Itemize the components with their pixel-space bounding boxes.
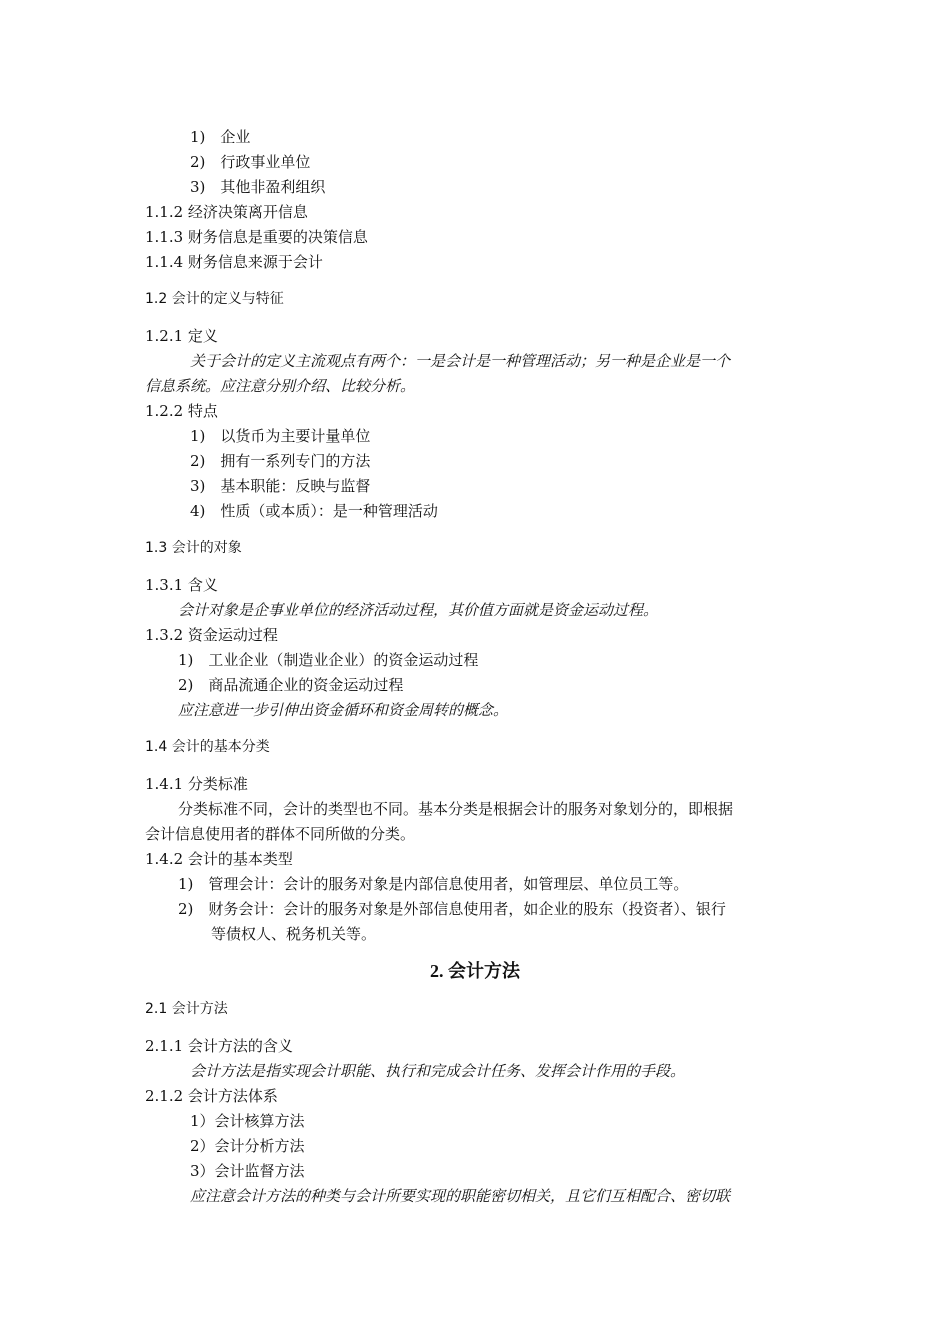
subsection-heading: 1.2.2 特点 (145, 402, 218, 420)
subsection-heading: 1.3.1 含义 (145, 576, 218, 594)
section-heading: 1.4 会计的基本分类 (145, 739, 270, 755)
paragraph-line: 会计对象是企事业单位的经济活动过程，其价值方面就是资金运动过程。 (178, 601, 659, 619)
subsection-heading: 1.1.3 财务信息是重要的决策信息 (145, 228, 368, 246)
note-line: 应注意进一步引伸出资金循环和资金周转的概念。 (178, 701, 509, 719)
section-heading: 1.2 会计的定义与特征 (145, 291, 284, 307)
note-line: 应注意会计方法的种类与会计所要实现的职能密切相关，且它们互相配合、密切联 (190, 1187, 731, 1205)
list-item-continuation: 等债权人、税务机关等。 (211, 925, 377, 943)
list-item: 2）会计分析方法 (190, 1137, 305, 1155)
list-item: 1) 管理会计：会计的服务对象是内部信息使用者，如管理层、单位员工等。 (178, 875, 689, 893)
subsection-heading: 2.1.1 会计方法的含义 (145, 1037, 293, 1055)
list-item: 2) 拥有一系列专门的方法 (190, 452, 371, 470)
paragraph-line: 会计方法是指实现会计职能、执行和完成会计任务、发挥会计作用的手段。 (190, 1062, 686, 1080)
subsection-heading: 1.1.2 经济决策离开信息 (145, 203, 308, 221)
section-heading: 1.3 会计的对象 (145, 540, 242, 556)
subsection-heading: 1.4.1 分类标准 (145, 775, 248, 793)
list-item: 1) 工业企业（制造业企业）的资金运动过程 (178, 651, 479, 669)
list-item: 1) 以货币为主要计量单位 (190, 427, 371, 445)
list-item: 2) 商品流通企业的资金运动过程 (178, 676, 404, 694)
paragraph-line: 会计信息使用者的群体不同所做的分类。 (145, 825, 416, 843)
list-item: 1) 企业 (190, 128, 251, 146)
subsection-heading: 1.3.2 资金运动过程 (145, 626, 278, 644)
list-item: 2) 行政事业单位 (190, 153, 311, 171)
paragraph-line: 分类标准不同，会计的类型也不同。基本分类是根据会计的服务对象划分的，即根据 (178, 800, 734, 818)
subsection-heading: 1.2.1 定义 (145, 327, 218, 345)
list-item: 3) 基本职能：反映与监督 (190, 477, 371, 495)
list-item: 1）会计核算方法 (190, 1112, 305, 1130)
list-item: 3）会计监督方法 (190, 1162, 305, 1180)
section-heading: 2.1 会计方法 (145, 1001, 228, 1017)
list-item: 2) 财务会计：会计的服务对象是外部信息使用者，如企业的股东（投资者）、银行 (178, 900, 726, 918)
subsection-heading: 2.1.2 会计方法体系 (145, 1087, 278, 1105)
chapter-title: 2. 会计方法 (430, 961, 520, 981)
paragraph-line: 关于会计的定义主流观点有两个：一是会计是一种管理活动；另一种是企业是一个 (190, 352, 731, 370)
subsection-heading: 1.4.2 会计的基本类型 (145, 850, 293, 868)
subsection-heading: 1.1.4 财务信息来源于会计 (145, 253, 323, 271)
list-item: 3) 其他非盈利组织 (190, 178, 326, 196)
paragraph-line: 信息系统。应注意分别介绍、比较分析。 (145, 377, 416, 395)
list-item: 4) 性质（或本质）：是一种管理活动 (190, 502, 438, 520)
